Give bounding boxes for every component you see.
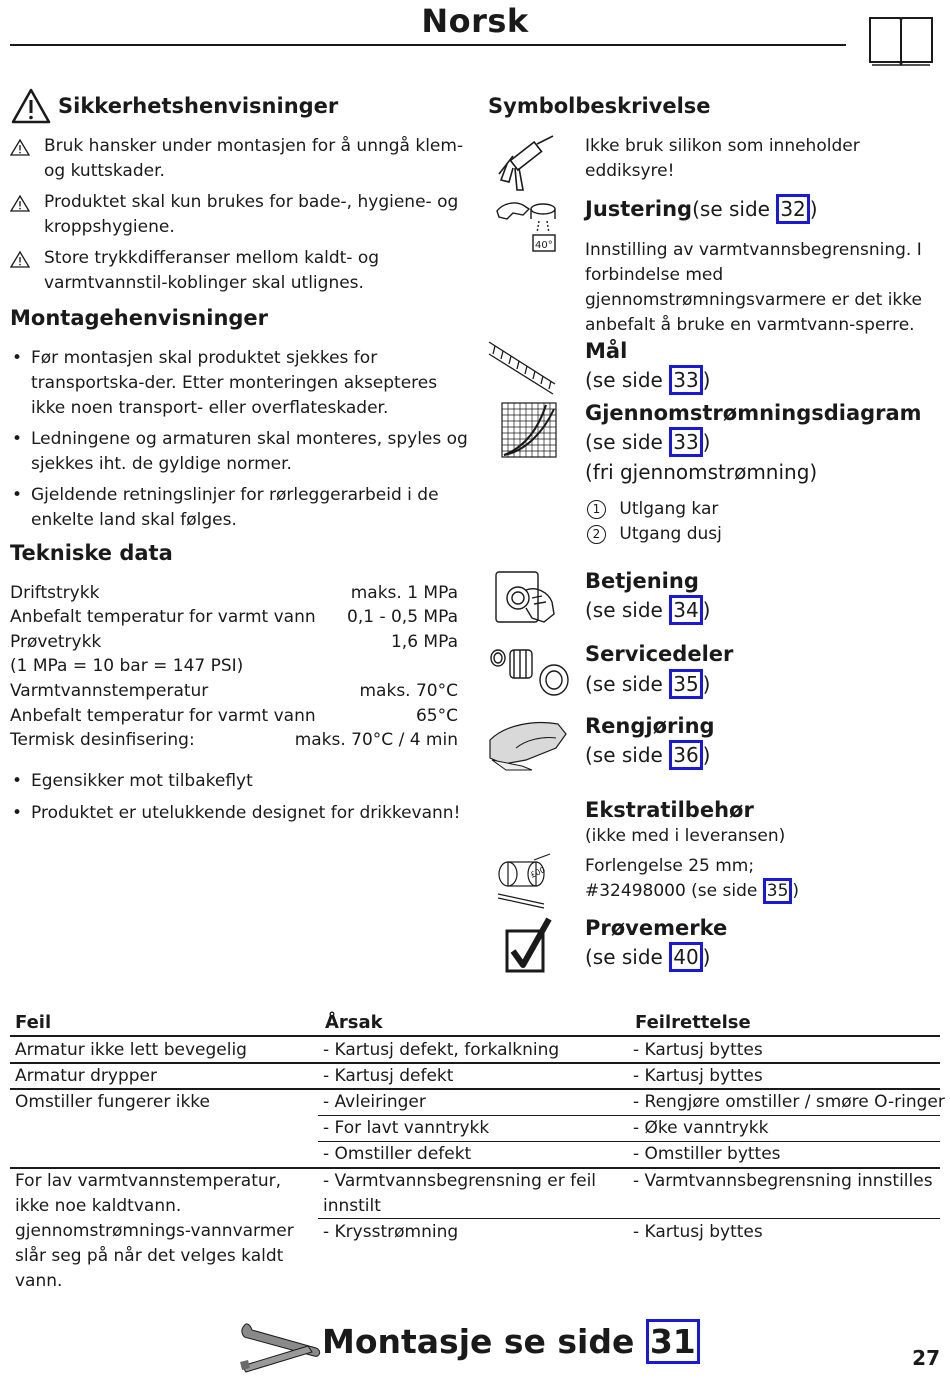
flow-note: (fri gjennomstrømning) (585, 460, 818, 484)
tech-value: 65°C (415, 706, 458, 726)
dimensions-see-prefix: (se side (585, 368, 670, 392)
service-see-suffix: ) (702, 672, 711, 696)
bullet-icon: • (12, 429, 23, 449)
safety-item-text: Bruk hansker under montasjen for å unngå klem- og kuttskader. (44, 136, 464, 181)
test-mark-see-prefix: (se side (585, 945, 670, 969)
table-cell-fault: Omstiller fungerer ikke (15, 1092, 211, 1112)
table-cell-cause: - Kartusj defekt (323, 1066, 454, 1086)
tech-row (10, 681, 458, 706)
safety-item (10, 134, 470, 184)
flow-outlet-2 (587, 524, 722, 544)
flow-diagram-icon (500, 401, 558, 459)
tech-label: Anbefalt temperatur for varmt vann (10, 607, 316, 627)
warning-icon (10, 251, 30, 268)
mounting-item-text: Før montasjen skal produktet sjekkes for transportska-der. Etter monteringen aksepteres ikke noen transport- eller overflateskader. (31, 348, 438, 418)
service-parts-icon (488, 640, 574, 698)
safety-item (10, 246, 470, 296)
adjust-see-suffix: ) (809, 197, 818, 221)
safety-heading: Sikkerhetshenvisninger (58, 94, 339, 118)
accessory-line2 (585, 881, 799, 901)
operation-hand-icon (492, 568, 562, 626)
service-page-link[interactable]: 35 (669, 669, 702, 699)
tech-row (10, 706, 458, 731)
table-cell-cause: - Kartusj defekt, forkalkning (323, 1040, 560, 1060)
outlet-number-badge: 2 (587, 525, 606, 544)
table-cell-fix: - Kartusj byttes (633, 1040, 763, 1060)
accessory-title: Ekstratilbehør (585, 798, 754, 822)
table-cell-cause (323, 1169, 613, 1219)
bullet-icon: • (12, 771, 23, 791)
cleaning-page-link[interactable]: 36 (669, 740, 702, 770)
footer-label: Montasje se side (322, 1322, 646, 1361)
flow-see-suffix: ) (702, 430, 711, 454)
thermostat-adjust-icon (493, 197, 563, 257)
operation-title: Betjening (585, 569, 699, 593)
dimensions-page-link[interactable]: 33 (669, 365, 702, 395)
tech-value: 0,1 - 0,5 MPa (347, 607, 458, 627)
tech-row (10, 607, 458, 632)
checkmark-icon (505, 917, 553, 975)
adjust-title: Justering (585, 197, 693, 221)
tech-row (10, 730, 458, 755)
cleaning-cloth-icon (486, 714, 572, 772)
tech-value: maks. 70°C / 4 min (294, 730, 458, 750)
tech-label: Varmtvannstemperatur (10, 681, 209, 701)
test-mark-page-link[interactable]: 40 (669, 942, 702, 972)
dimensions-see-suffix: ) (702, 368, 711, 392)
adjust-description: Innstilling av varmtvannsbegrensning. I forbindelse med gjennomstrømningsvarmere er det ikke anbefalt å bruke en varmtvann-sperre. (585, 240, 922, 335)
operation-see-suffix: ) (702, 598, 711, 622)
footer-page-link[interactable]: 31 (646, 1319, 700, 1364)
operation-page-link[interactable]: 34 (669, 595, 702, 625)
table-cell-fix: - Kartusj byttes (633, 1066, 763, 1086)
operation-ref (585, 598, 710, 622)
table-cell-cause: - Krysstrømning (323, 1222, 459, 1242)
service-ref (585, 672, 710, 696)
tech-note-text: Produktet er utelukkende designet for drikkevann! (31, 803, 461, 823)
table-cell-fault: For lav varmtvannstemperatur, ikke noe kaldtvann. gjennomstrømnings-vannvarmer slår seg på når det velges kaldt vann. (15, 1171, 294, 1291)
test-mark-ref (585, 945, 710, 969)
dimensions-ref (585, 368, 710, 392)
accessory-see-suffix: ) (792, 881, 800, 901)
table-cell-fault: Armatur ikke lett bevegelig (15, 1040, 247, 1060)
table-cell-fix: - Øke vanntrykk (633, 1118, 769, 1138)
mounting-item-text: Ledningene og armaturen skal monteres, spyles og sjekkes iht. de gyldige normer. (31, 429, 468, 474)
table-cell-fix: - Omstiller byttes (633, 1144, 781, 1164)
book-icon (868, 14, 934, 68)
adjust-page-link[interactable]: 32 (776, 194, 809, 224)
flow-see-prefix: (se side (585, 430, 670, 454)
table-header-rule (10, 1035, 940, 1037)
tech-value: maks. 70°C (359, 681, 458, 701)
operation-see-prefix: (se side (585, 598, 670, 622)
tools-icon (238, 1316, 322, 1374)
test-mark-see-suffix: ) (702, 945, 711, 969)
test-mark-title: Prøvemerke (585, 916, 728, 940)
tech-label: (1 MPa = 10 bar = 147 PSI) (10, 656, 244, 676)
ruler-icon (487, 340, 557, 396)
accessory-page-link[interactable]: 35 (763, 878, 793, 904)
tech-label: Prøvetrykk (10, 632, 102, 652)
table-cell-fix: - Rengjøre omstiller / smøre O-ringer (633, 1092, 945, 1112)
title-divider (10, 44, 846, 46)
adjust-see-prefix: (se side (692, 197, 777, 221)
tech-row (10, 632, 458, 657)
safety-item-text: Store trykkdifferanser mellom kaldt- og varmtvannstil-koblinger skal utlignes. (44, 248, 380, 293)
tech-label: Anbefalt temperatur for varmt vann (10, 706, 316, 726)
tech-label: Termisk desinfisering: (10, 730, 195, 750)
table-cell-cause: - Omstiller defekt (323, 1144, 472, 1164)
service-see-prefix: (se side (585, 672, 670, 696)
page-title: Norsk (421, 2, 529, 40)
symbols-heading: Symbolbeskrivelse (488, 94, 711, 118)
table-header-cause: Årsak (325, 1012, 383, 1033)
outlet-label: Utlgang kar (619, 499, 719, 519)
safety-item (10, 190, 470, 240)
tech-value: maks. 1 MPa (350, 583, 458, 603)
footer-assembly-ref (322, 1322, 700, 1361)
cleaning-see-suffix: ) (702, 743, 711, 767)
tech-value: 1,6 MPa (390, 632, 458, 652)
tech-row (10, 583, 458, 608)
cleaning-title: Rengjøring (585, 714, 715, 738)
accessory-line1: Forlengelse 25 mm; (585, 856, 755, 876)
technical-heading: Tekniske data (10, 541, 173, 565)
mounting-heading: Montagehenvisninger (10, 306, 269, 330)
silicone-warning: Ikke bruk silikon som inneholder eddiksyre! (585, 136, 860, 181)
cleaning-ref (585, 743, 710, 767)
flow-outlet-1 (587, 499, 718, 519)
table-cell-fix: - Kartusj byttes (633, 1222, 763, 1242)
bullet-icon: • (12, 803, 23, 823)
table-subrow-rule (318, 1218, 940, 1219)
accessory-subtitle: (ikke med i leveransen) (585, 826, 786, 846)
warning-icon (11, 88, 51, 124)
display-temperature: 40° (535, 240, 553, 251)
table-cell-fix: - Varmtvannsbegrensning innstilles (633, 1171, 933, 1191)
table-header-fault: Feil (15, 1012, 52, 1033)
table-cell-cause: - For lavt vanntrykk (323, 1118, 490, 1138)
flow-page-link[interactable]: 33 (669, 427, 702, 457)
outlet-label: Utgang dusj (619, 524, 722, 544)
tech-row (10, 656, 458, 681)
bullet-icon: • (12, 485, 23, 505)
bullet-icon: • (12, 348, 23, 368)
outlet-number-badge: 1 (587, 500, 606, 519)
service-title: Servicedeler (585, 642, 734, 666)
safety-item-text: Produktet skal kun brukes for bade-, hygiene- og kroppshygiene. (44, 192, 459, 237)
mounting-item-text: Gjeldende retningslinjer for rørleggerarbeid i de enkelte land skal følges. (31, 485, 439, 530)
warning-icon (10, 139, 30, 156)
warning-icon (10, 195, 30, 212)
table-cell-fault: Armatur drypper (15, 1066, 158, 1086)
table-cell-cause-text: - Varmtvannsbegrensning er feil innstilt (323, 1171, 597, 1216)
flow-ref (585, 430, 710, 454)
accessory-icon-label: £00 (529, 865, 547, 880)
tech-note-text: Egensikker mot tilbakeflyt (31, 771, 253, 791)
accessory-see-prefix: #32498000 (se side (585, 881, 763, 901)
tech-label: Driftstrykk (10, 583, 100, 603)
page-number: 27 (912, 1346, 940, 1370)
flow-title: Gjennomstrømningsdiagram (585, 401, 922, 425)
table-cell-cause: - Avleiringer (323, 1092, 426, 1112)
table-header-fix: Feilrettelse (635, 1012, 751, 1033)
dimensions-title: Mål (585, 339, 628, 363)
silicone-gun-icon (497, 134, 559, 194)
extension-accessory-icon (494, 852, 558, 910)
adjust-heading (585, 197, 818, 221)
cleaning-see-prefix: (se side (585, 743, 670, 767)
